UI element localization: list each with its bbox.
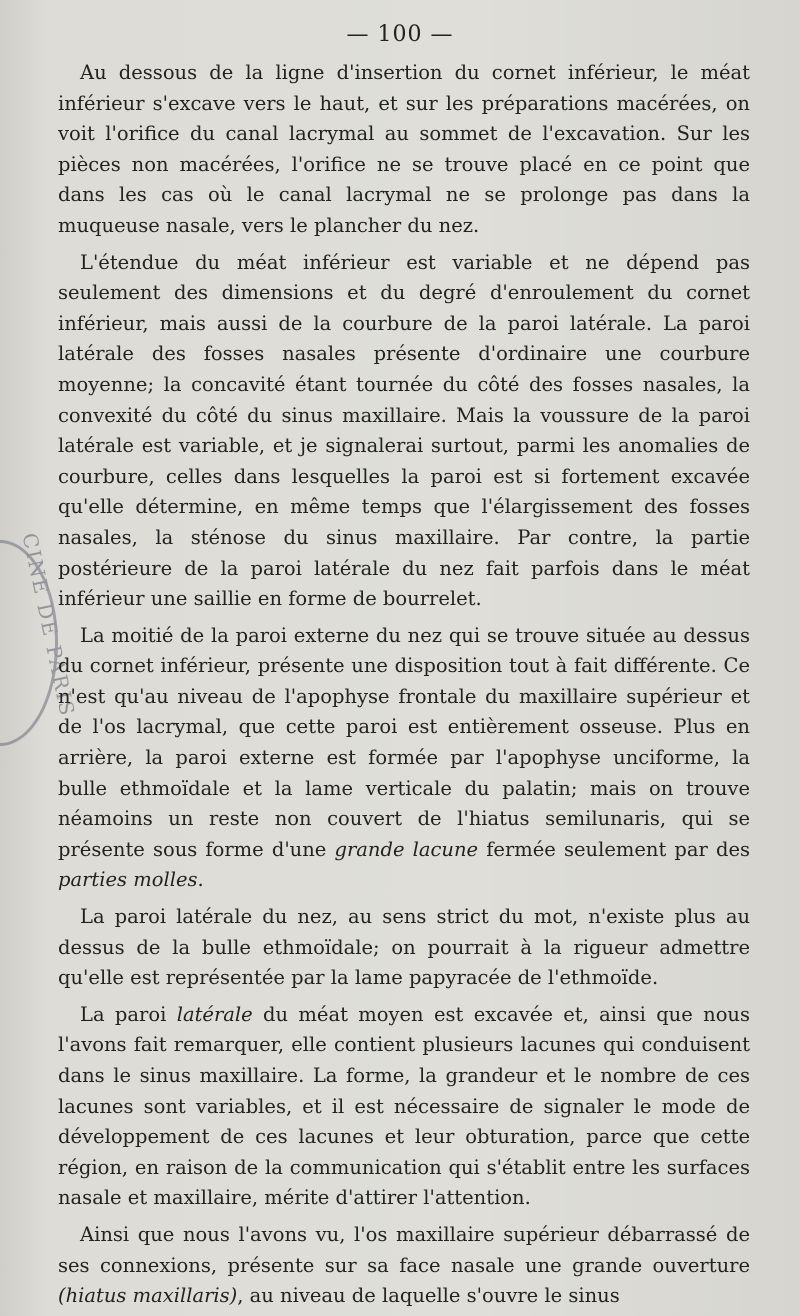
italic-term: parties molles bbox=[58, 868, 198, 892]
text-run: Ainsi que nous l'avons vu, l'os maxillaire supérieur débarrassé de ses connexions, présente sur sa face nasale une grande ouverture bbox=[58, 1222, 750, 1277]
library-stamp bbox=[0, 530, 80, 746]
text-run: Au dessous de la ligne d'insertion du cornet inférieur, le méat inférieur s'excave vers le haut, et sur les préparations macérées, on voit l'orifice du canal lacrymal au sommet de l'excavation. Sur les pièces non macérées, l'orifice ne se trouve placé en ce point que dans les cas où le canal lacrymal ne se prolonge pas dans la muqueuse nasale, vers le plancher du nez. bbox=[58, 61, 750, 237]
text-run: . bbox=[197, 868, 204, 892]
text-run: , au niveau de laquelle s'ouvre le sinus bbox=[237, 1284, 620, 1308]
text-run: La paroi latérale du nez, au sens strict du mot, n'existe plus au dessus de la bulle ethmoïdale; on pourrait à la rigueur admettre qu'elle est représentée par la lame papyracée de l'ethmoïde. bbox=[58, 905, 750, 990]
italic-term: (hiatus maxillaris) bbox=[58, 1284, 238, 1308]
paragraph-1 bbox=[58, 58, 750, 242]
page-number: — 100 — bbox=[346, 22, 454, 47]
text-run: du méat moyen est excavée et, ainsi que nous l'avons fait remarquer, elle contient plusieurs lacunes qui conduisent dans le sinus maxillaire. La forme, la grandeur et le nombre de ces lacunes sont variables, et il est nécessaire de signaler le mode de développement de ces lacunes et leur obturation, parce que cette région, en raison de la communication qui s'établit entre les surfaces nasale et maxillaire, mérite d'attirer l'attention. bbox=[58, 1002, 750, 1210]
paragraph-4 bbox=[58, 902, 750, 994]
body-text bbox=[58, 58, 750, 1312]
italic-term: grande lacune bbox=[334, 837, 479, 861]
text-run: La moitié de la paroi externe du nez qui se trouve située au dessus du cornet inférieur, présente une disposition tout à fait différente. Ce n'est qu'au niveau de l'apophyse frontale du maxillaire supérieur et de l'os lacrymal, que cette paroi est entièrement osseuse. Plus en arrière, la paroi externe est formée par l'apophyse unciforme, la bulle ethmoïdale et la lame verticale du palatin; mais on trouve néamoins un reste non couvert de l'hiatus semilunaris, qui se présente sous forme d'une bbox=[58, 623, 750, 861]
paragraph-6 bbox=[58, 1220, 750, 1312]
paragraph-5 bbox=[58, 1000, 750, 1214]
text-run: La paroi bbox=[80, 1002, 177, 1026]
stamp-text: CINE DE PARIS bbox=[17, 530, 80, 720]
text-run: L'étendue du méat inférieur est variable et ne dépend pas seulement des dimensions et du degré d'enroulement du cornet inférieur, mais aussi de la courbure de la paroi latérale. La paroi latérale des fosses nasales présente d'ordinaire une courbure moyenne; la concavité étant tournée du côté des fosses nasales, la convexité du côté du sinus maxillaire. Mais la voussure de la paroi latérale est variable, et je signalerai surtout, parmi les anomalies de courbure, celles dans lesquelles la paroi est si fortement excavée qu'elle détermine, en même temps que l'élargissement des fosses nasales, la sténose du sinus maxillaire. Par contre, la partie postérieure de la paroi latérale du nez fait parfois dans le méat inférieur une saillie en forme de bourrelet. bbox=[58, 250, 750, 611]
paragraph-3 bbox=[58, 621, 750, 896]
paragraph-2 bbox=[58, 248, 750, 615]
text-run: fermée seulement par des bbox=[478, 837, 750, 861]
italic-term: latérale bbox=[176, 1002, 253, 1026]
